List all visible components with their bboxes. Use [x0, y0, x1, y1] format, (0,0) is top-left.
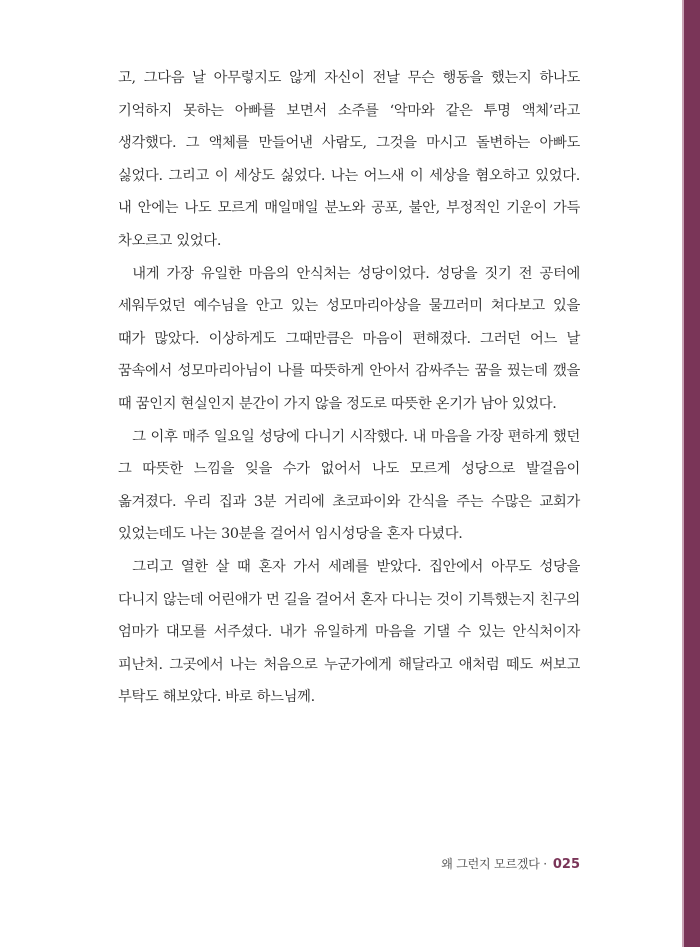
running-footer: [441, 855, 580, 872]
running-title: 왜 그런지 모르겠다 ·: [441, 857, 547, 871]
paragraph-4: 그리고 열한 살 때 혼자 가서 세례를 받았다. 집안에서 아무도 성당을 다니지 않는데 어린애가 먼 길을 걸어서 혼자 다니는 것이 기특했는지 친구의 엄마가 대모를 서주셨다. 내가 유일하게 마음을 기댈 수 있는 안식처이자 피난처. 그곳에서 나는 처음으로 누군가에게 해달라고 애처럼 떼도 써보고 부탁도 해보았다. 바로 하느님께.: [118, 558, 580, 706]
page-number: 025: [552, 857, 580, 872]
paragraph-3: 그 이후 매주 일요일 성당에 다니기 시작했다. 내 마음을 가장 편하게 했던 그 따뜻한 느낌을 잊을 수가 없어서 나도 모르게 성당으로 발걸음이 옮겨졌다. 우리 집과 3분 거리에 초코파이와 간식을 주는 수많은 교회가 있었는데도 나는 30분을 걸어서 임시성당을 혼자 다녔다.: [118, 428, 580, 543]
paragraph-1: 고, 그다음 날 아무렇지도 않게 자신이 전날 무슨 행동을 했는지 하나도 기억하지 못하는 아빠를 보면서 소주를 ‘악마와 같은 투명 액체’라고 생각했다. 그 액체를 만들어낸 사람도, 그것을 마시고 돌변하는 아빠도 싫었다. 그리고 이 세상도 싫었다. 나는 어느새 이 세상을 혐오하고 있었다. 내 안에는 나도 모르게 매일매일 분노와 공포, 불안, 부정적인 기운이 가득 차오르고 있었다.: [118, 70, 580, 249]
body-text: [118, 62, 580, 714]
chapter-color-strip: [684, 0, 700, 947]
paragraph-2: 내게 가장 유일한 마음의 안식처는 성당이었다. 성당을 짓기 전 공터에 세워두었던 예수님을 안고 있는 성모마리아상을 물끄러미 쳐다보고 있을 때가 많았다. 이상하게도 그때만큼은 마음이 편해졌다. 그러던 어느 날 꿈속에서 성모마리아님이 나를 따뜻하게 안아서 감싸주는 꿈을 꿨는데 깼을 때 꿈인지 현실인지 분간이 가지 않을 정도로 따뜻한 온기가 남아 있었다.: [118, 265, 580, 412]
